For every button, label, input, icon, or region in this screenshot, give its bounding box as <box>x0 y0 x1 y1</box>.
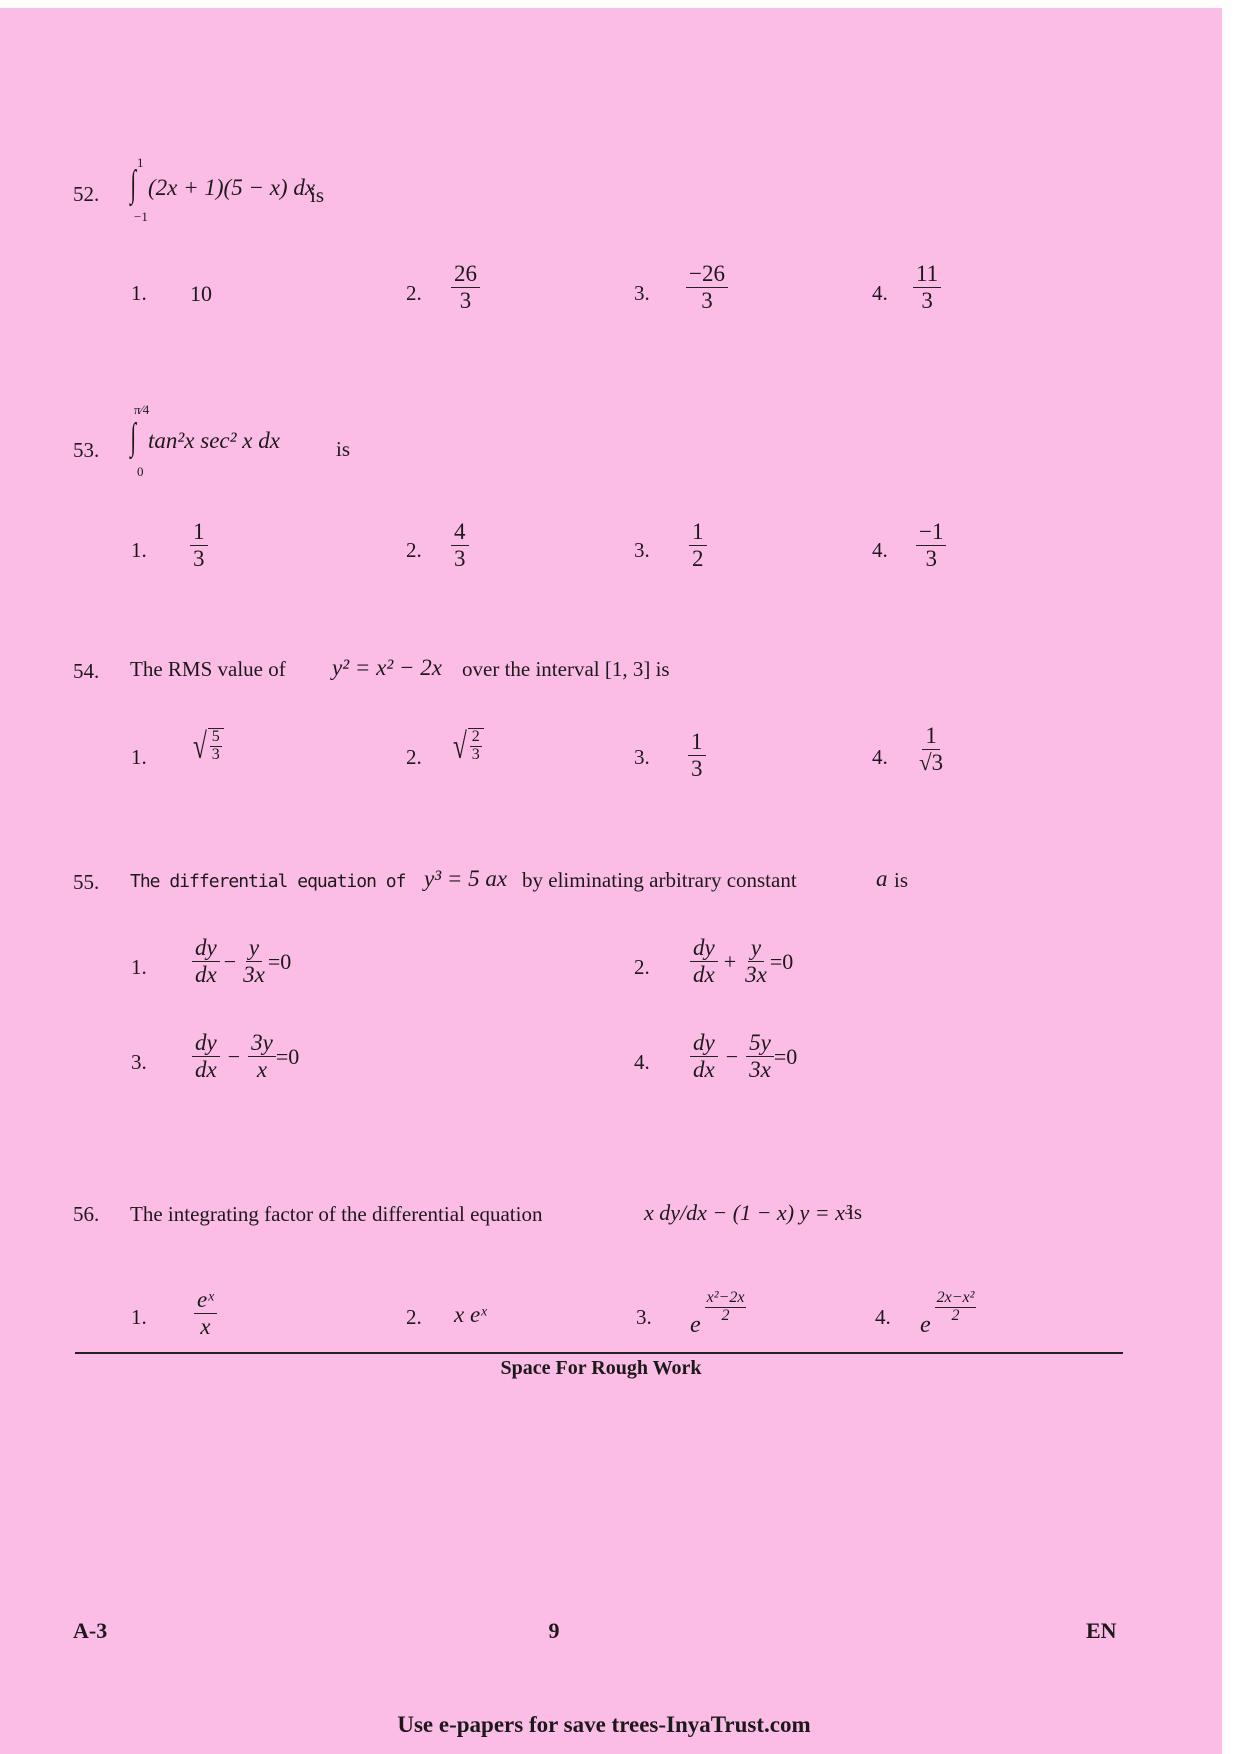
square-root: √ 5 3 <box>190 728 224 764</box>
question-number: 56. <box>73 1202 100 1226</box>
question-55-expression: y³ = 5 ax <box>424 866 508 891</box>
question-54-expression: y² = x² − 2x <box>332 655 442 680</box>
rough-work-label: Space For Rough Work <box>500 1357 702 1379</box>
question-53-expression: π⁄4 ∫ tan²x sec² x dx 0 <box>130 402 280 479</box>
watermark-text: Use e-papers for save trees-InyaTrust.com <box>397 1712 811 1737</box>
fraction: $\frac{1}{3}$ <box>688 730 706 781</box>
question-number: 54. <box>73 659 100 683</box>
fraction: $\frac{-26}{3}$ <box>686 262 728 313</box>
question-number: 53. <box>73 438 100 462</box>
paper-code: A-3 <box>73 1618 108 1643</box>
section-divider <box>75 1352 1123 1354</box>
option-value: 10 <box>190 281 212 306</box>
fraction: $\frac{11}{3}$ <box>913 262 941 313</box>
question-number: 55. <box>73 870 100 894</box>
fraction: $\frac{1}{2}$ <box>689 520 707 571</box>
option-value: x eˣ <box>454 1302 487 1327</box>
integral-sign: ∫ <box>130 416 137 458</box>
question-number: 52. <box>73 182 100 206</box>
option-equation: $\frac{dy}{dx}$ + $\frac{y}{3x}$ =0 <box>690 936 793 987</box>
fraction: $\frac{4}{3}$ <box>451 520 469 571</box>
question-52-expression: 1 ∫ (2x + 1)(5 − x) dx −1 <box>130 155 316 224</box>
fraction: $\frac{1}{√3}$ <box>919 723 944 776</box>
option-equation: $\frac{dy}{dx}$ − $\frac{y}{3x}$ =0 <box>192 936 291 987</box>
option-equation: $\frac{dy}{dx}$ − $\frac{3y}{x}$ =0 <box>192 1031 299 1082</box>
option-equation: $\frac{dy}{dx}$ − $\frac{5y}{3x}$ =0 <box>690 1031 797 1082</box>
fraction: $\frac{-1}{3}$ <box>916 520 946 571</box>
exponential: e 2x−x² 2 <box>920 1289 975 1338</box>
fraction: $\frac{1}{3}$ <box>190 520 208 571</box>
exponential: e x²−2x 2 <box>690 1289 745 1338</box>
question-56-expression: x dy/dx − (1 − x) y = x³ <box>644 1200 852 1225</box>
fraction: $\frac{\text{eˣ}}{x}$ <box>194 1288 217 1339</box>
language-code: EN <box>1086 1618 1117 1643</box>
square-root: √ 2 3 <box>450 728 484 764</box>
fraction: $\frac{26}{3}$ <box>451 262 480 313</box>
integral-sign: ∫ <box>130 163 137 205</box>
page-number: 9 <box>548 1618 560 1643</box>
